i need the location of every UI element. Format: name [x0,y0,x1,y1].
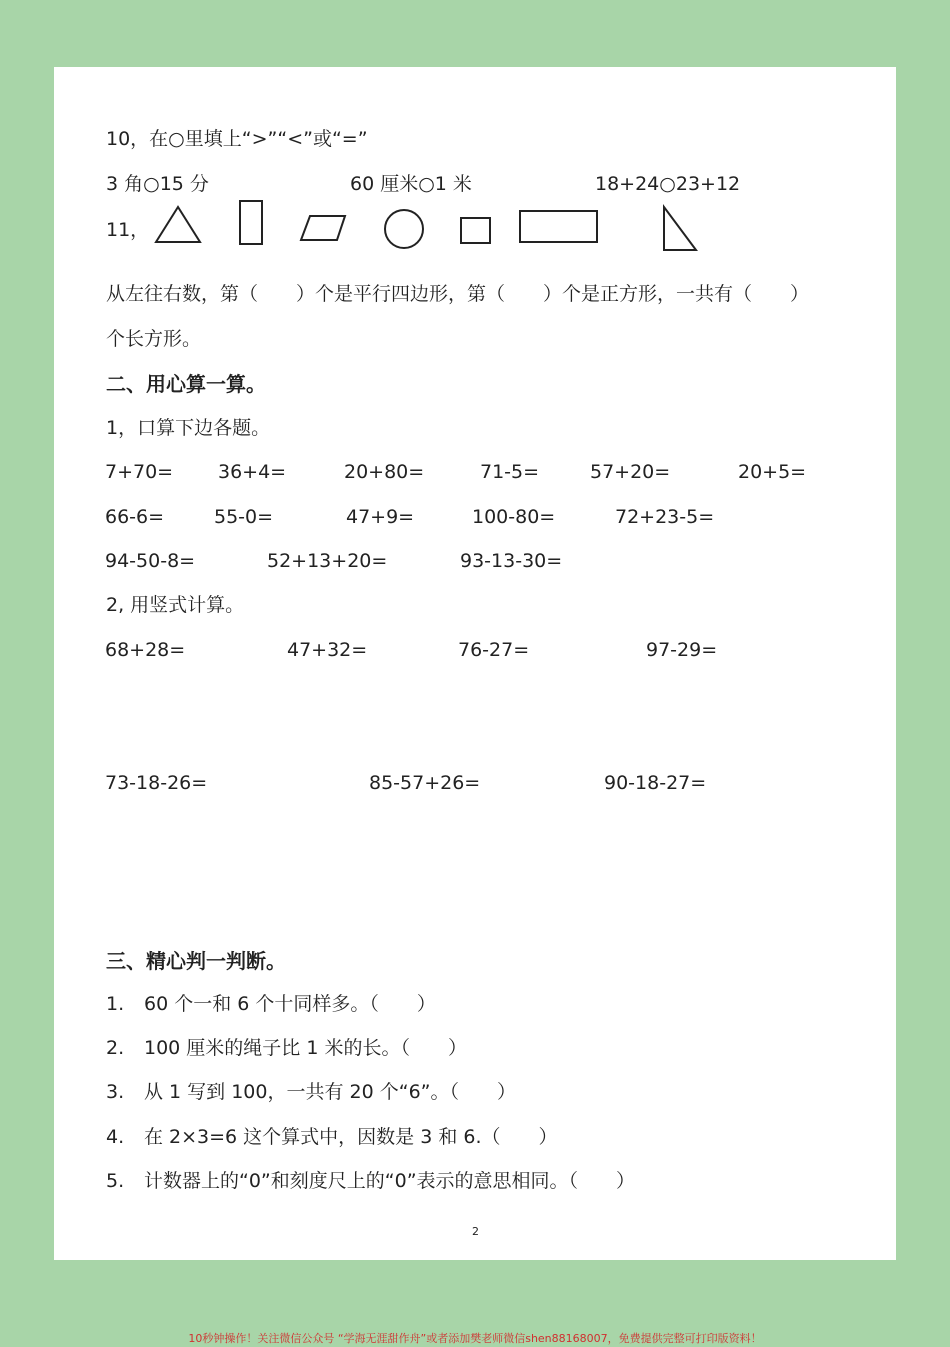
worksheet-page [54,67,896,1260]
square-icon [461,218,490,243]
calc-item: 57+20= [590,461,671,483]
judge-text: 计数器上的“0”和刻度尺上的“0”表示的意思相同。（ ） [144,1170,636,1192]
calc-item: 66-6= [105,506,165,528]
right-triangle-icon [664,207,696,250]
judge-number: 4. [106,1126,125,1148]
judge-text: 在 2×3=6 这个算式中，因数是 3 和 6.（ ） [144,1126,558,1148]
vertical-calc-item: 76-27= [458,639,530,661]
section2-sub2: 2, 用竖式计算。 [106,594,245,616]
calc-item: 94-50-8= [105,550,196,572]
calc-item: 7+70= [105,461,174,483]
calc-item: 20+5= [738,461,807,483]
judge-item [106,1128,558,1147]
triangle-icon [156,207,200,242]
judge-number: 5. [106,1170,125,1192]
tall-rectangle-icon [240,201,262,244]
calc-item: 71-5= [480,461,540,483]
judge-number: 1. [106,993,125,1015]
shapes-row [54,199,896,259]
judge-item [106,1039,467,1058]
q10-item-3: 18+24○23+12 [595,173,741,195]
vertical-calc-item: 73-18-26= [105,772,208,794]
calc-item: 36+4= [218,461,287,483]
judge-text: 从 1 写到 100，一共有 20 个“6”。（ ） [144,1081,517,1103]
judge-item [106,995,436,1014]
section2-sub1: 1，口算下边各题。 [106,417,271,439]
footer-notice: 10秒钟操作！关注微信公众号 “学海无涯甜作舟”或者添加樊老师微信shen88168007，免费提供完整可打印版资料！ [188,1332,762,1345]
vertical-calc-item: 90-18-27= [604,772,707,794]
vertical-calc-item: 47+32= [287,639,368,661]
judge-item [106,1083,516,1102]
vertical-calc-item: 97-29= [646,639,718,661]
calc-item: 47+9= [346,506,415,528]
calc-item: 55-0= [214,506,274,528]
calc-item: 93-13-30= [460,550,563,572]
page-number: 2 [472,1225,479,1238]
judge-text: 60 个一和 6 个十同样多。（ ） [144,993,436,1015]
vertical-calc-item: 85-57+26= [369,772,481,794]
q10-item-2: 60 厘米○1 米 [350,173,472,195]
calc-item: 72+23-5= [615,506,715,528]
q11-question-line1: 从左往右数，第（ ）个是平行四边形，第（ ）个是正方形，一共有（ ） [106,283,810,305]
vertical-calc-item: 68+28= [105,639,186,661]
judge-item [106,1172,635,1191]
wide-rectangle-icon [520,211,597,242]
calc-item: 100-80= [472,506,556,528]
section3-title: 三、精心判一判断。 [106,949,286,973]
judge-number: 2. [106,1037,125,1059]
section2-title: 二、用心算一算。 [106,372,266,396]
q11-question-line2: 个长方形。 [106,328,202,350]
judge-text: 100 厘米的绳子比 1 米的长。（ ） [144,1037,467,1059]
q10-title: 10，在○里填上“>”“<”或“=” [106,128,368,150]
calc-item: 52+13+20= [267,550,388,572]
calc-item: 20+80= [344,461,425,483]
parallelogram-icon [301,216,345,240]
q11-label: 11， [106,219,150,241]
judge-number: 3. [106,1081,125,1103]
q10-item-1: 3 角○15 分 [106,173,209,195]
circle-icon [385,210,423,248]
